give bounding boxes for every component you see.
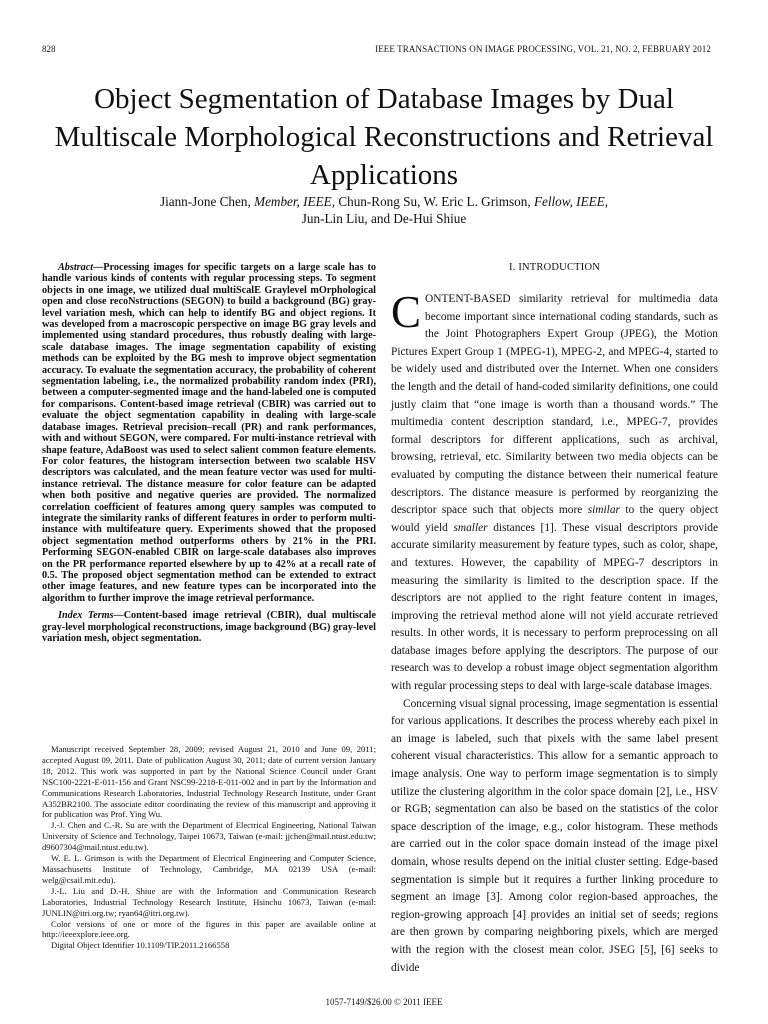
footnote-affiliation-2: W. E. L. Grimson is with the Department of Electrical Engineering and Computer Science, Massachusetts Institute of Technology, Cambridge, MA 02139 USA (e-mail: welg@csail.mit.edu). xyxy=(42,853,376,885)
author-line-2: Jun-Lin Liu, and De-Hui Shiue xyxy=(301,211,467,226)
intro-lead-caps: ONTENT-BASED xyxy=(425,293,511,305)
index-terms-text: —Content-based image retrieval (CBIR), dual multiscale gray-level morphological reconstructions, image background (BG) gray-level variation mesh, object segmentation. xyxy=(42,610,376,644)
footnote-manuscript: Manuscript received September 28, 2009; revised August 21, 2010 and June 09, 2011; accepted August 09, 2011. Date of publication August 30, 2011; date of current version January 18, 2012. This work was supported in part by the National Science Council under Grant NSC100-2221-E-011-156 and Grant NSC99-2218-E-011-002 and in part by the Information and Communications Research Laboratories, Industrial Technology Research Institute, under Grant A352BR2100. The associate editor coordinating the review of this manuscript and approving it for publication was Prof. Ying Wu. xyxy=(42,744,376,820)
intro-text-b: to the query object would yield xyxy=(391,504,718,534)
author-role-fellow: Fellow, IEEE, xyxy=(533,194,609,209)
paper-title: Object Segmentation of Database Images by Dual Multiscale Morphological Reconstructions and Retrieval Applications xyxy=(54,83,714,191)
author-list xyxy=(40,193,728,227)
section-heading-introduction xyxy=(391,262,718,273)
footnote-doi: Digital Object Identifier 10.1109/TIP.2011.2166558 xyxy=(51,940,230,951)
section-number: I. xyxy=(508,262,516,273)
copyright-line: 1057-7149/$26.00 © 2011 IEEE xyxy=(325,997,443,1007)
page-number: 828 xyxy=(42,44,56,54)
abstract xyxy=(42,262,376,604)
author-line-1 xyxy=(40,193,728,210)
abstract-label: Abstract xyxy=(58,262,94,273)
intro-text-c: distances [1]. These visual descriptors provide accurate similarity measurement by feature types, such as color, shape, and textures. However, the capability of MPEG-7 descriptors in measuring the similarity is limited to the description space. If the descriptors are not applied to the right feature content in images, improving the retrieval method alone will not yield accurate retrieved results. In other words, it is necessary to perform preprocessing on all database images before applying the descriptors. The purpose of our research was to develop a robust image object segmentation algorithm with regular processing steps to deal with large-scale database images. xyxy=(391,521,718,693)
introduction-body xyxy=(391,287,718,977)
section-title-rest: NTRODUCTION xyxy=(522,262,601,273)
right-column xyxy=(391,262,718,977)
footnote-affiliation-3: J.-L. Liu and D.-H. Shiue are with the Information and Communication Research Laboratories, Industrial Technology Research Institute, Hsinchu 10673, Taiwan (e-mail: JUNLIN@itri.org.tw; ryan64@itri.org.tw). xyxy=(42,885,376,918)
drop-cap: C xyxy=(391,287,422,337)
intro-text-a: similarity retrieval for multimedia data become important since international coding standards, such as the Joint Photographers Expert Group (JPEG), the Motion Pictures Expert Group 1 (MPEG-1), MPEG-2, and MPEG-4, started to be widely used and distributed over the Internet. When one considers the length and the detail of hand-coded similarity definitions, one could justly claim that “one image is worth than a thousand words.” The multimedia content description standard, i.e., MPEG-7, provides formal descriptors for different applications, such as archival, browsing, retrieval, etc. Similarity between two media objects can be evaluated by computing the distance between their numerical feature descriptors. The distance measure is performed by reorganizing the descriptor space such that objects more xyxy=(391,293,718,517)
intro-paragraph-2: Concerning visual signal processing, image segmentation is essential for various applications. It describes the process whereby each pixel in an image is labeled, such that pixels with the same label present coherent visual characteristics. This allow for a semantic approach to image analysis. One way to perform image segmentation is to simply utilize the clustering algorithm in the color space domain [2], i.e., HSV or RGB; segmentation can also be based on the statistics of the color space description of the image, e.g., color histogram. These methods are carried out in the color space domain instead of the image pixel domain, whose results depend on the initial cluster setting. Edge-based segmentation is simple but it requires a further linking procedure to segment an image [3]. Among color region-based approaches, the region-growing approach [4] provides an initial set of seeds; regions are then grown by comparing neighboring pixels, which are merged with the region with the closest mean color. JSEG [5], [6] seeks to divide xyxy=(391,697,718,974)
author-role-member: Member, IEEE, xyxy=(254,194,336,209)
footnote-affiliation-1: J.-J. Chen and C.-R. Su are with the Department of Electrical Engineering, National Taiwan University of Science and Technology, Taipei 10673, Taiwan (e-mail: jjchen@mail.ntust.edu.tw; d9607304@mail.ntust.edu.tw). xyxy=(42,820,376,853)
first-page-footnote xyxy=(42,744,376,951)
intro-italic-similar: similar xyxy=(587,504,620,517)
footnote-color-versions: Color versions of one or more of the figures in this paper are available online at http://ieeexplore.ieee.org. xyxy=(42,918,376,940)
section-title-first-letter: I xyxy=(518,262,523,273)
intro-paragraph-1 xyxy=(391,287,718,696)
left-column xyxy=(42,262,376,644)
index-terms xyxy=(42,610,376,644)
author-names-a: Jiann-Jone Chen, xyxy=(159,194,251,209)
abstract-text: —Processing images for specific targets on a large scale has to handle various kinds of contents with regular processing steps. To segment objects in one image, we utilized dual multiScalE Graylevel mOrphological open and close recoNstructions (SEGON) to build a background (BG) gray-level variation mesh, which can help to identify BG and object regions. It was developed from a macroscopic perspective on image BG gray levels and implemented using standard procedures, thus robustly dealing with large-scale database images. The image segmentation capability of existing methods can be exploited by the BG mesh to improve object segmentation accuracy. To evaluate the segmentation accuracy, the probability of coherent segmentation labeling, i.e., the normalized probability random index (PRI), between a computer-segmented image and the hand-labeled one is computed for comparisons. Content-based image retrieval (CBIR) was carried out to evaluate the object segmentation capability in dealing with large-scale database images. Retrieval precision–recall (PR) and rank performances, with and without SEGON, were compared. For multi-instance retrieval with shape feature, AdaBoost was used to select salient common feature elements. For color features, the histogram intersection between two scalable HSV descriptors was calculated, and the mean feature vector was used for multi-instance retrieval. The distance measure for color feature can be adapted when both positive and negative queries are provided. The normalized correlation coefficient of features among query samples was computed to integrate the similarity ranks of different features in order to perform multi-instance with multifeature query. Experiments showed that the proposed object segmentation method outperforms others by 21% in the PRI. Performing SEGON-enabled CBIR on large-scale databases also improves on the PR performance reported elsewhere by up to 42% at a recall rate of 0.5. The proposed object segmentation method can be extended to extract other image features, and new feature types can be incorporated into the algorithm to further improve the image retrieval performance. xyxy=(42,262,376,604)
index-terms-label: Index Terms xyxy=(58,610,114,622)
running-head: IEEE TRANSACTIONS ON IMAGE PROCESSING, VOL. 21, NO. 2, FEBRUARY 2012 xyxy=(375,44,711,54)
intro-italic-smaller: smaller xyxy=(453,521,488,534)
author-names-b: Chun-Rong Su, W. Eric L. Grimson, xyxy=(338,194,531,209)
